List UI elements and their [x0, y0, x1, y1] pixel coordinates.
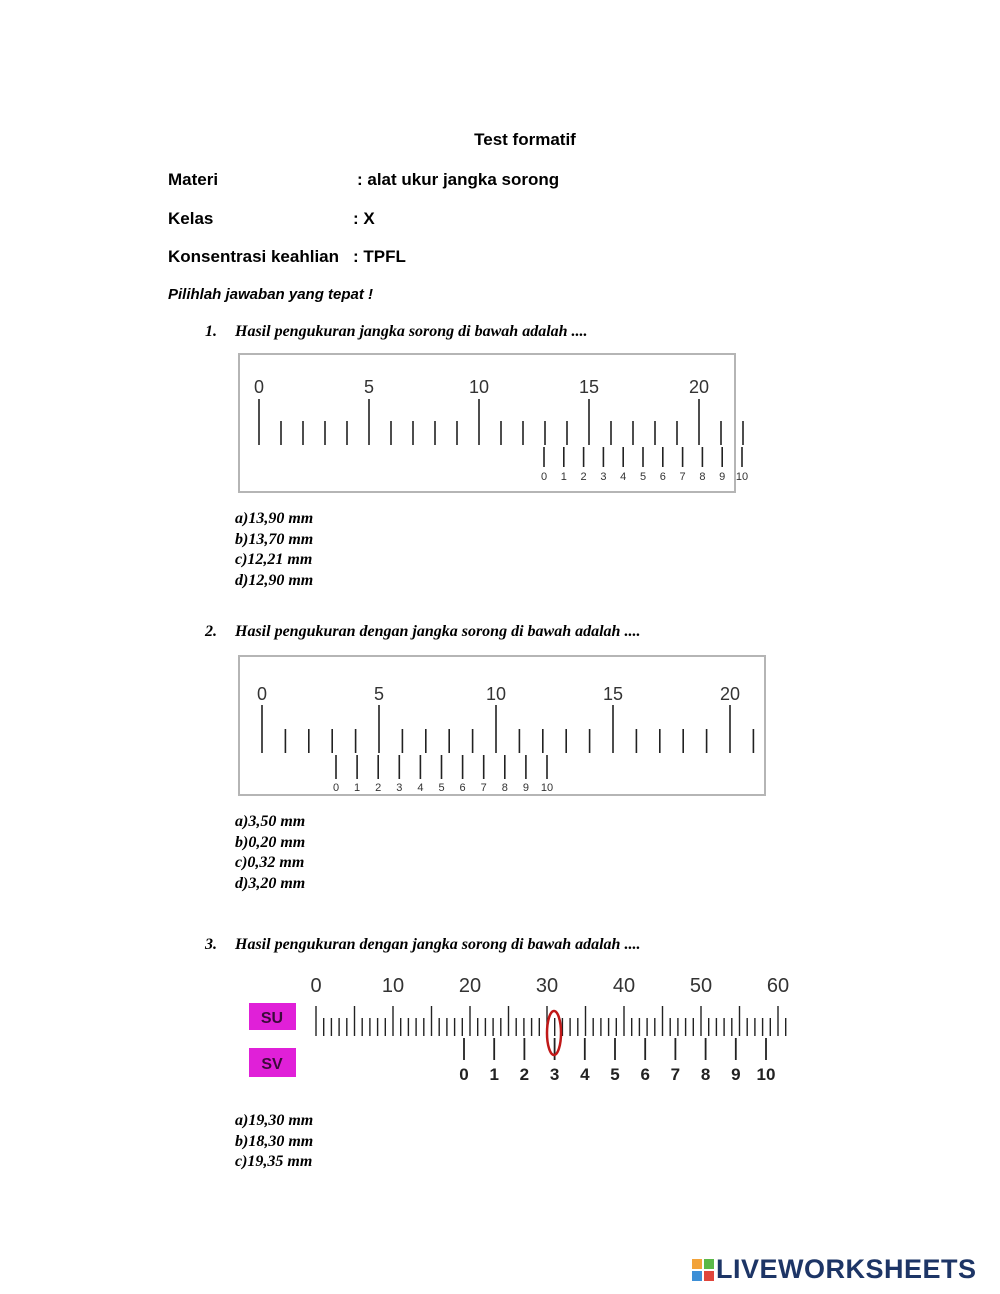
main-scale-label: 5: [363, 377, 375, 397]
vernier-scale-label: 3: [549, 1065, 560, 1084]
option-a[interactable]: a)13,90 mm: [235, 510, 314, 527]
vernier-scale-label: 4: [620, 471, 627, 483]
option-d[interactable]: d)3,20 mm: [235, 874, 306, 892]
instruction: Pilihlah jawaban yang tepat !: [168, 286, 374, 303]
options-2: [235, 812, 305, 894]
vernier-scale-label: 8: [700, 1065, 711, 1084]
su-label: SU: [260, 1010, 284, 1027]
option-b[interactable]: b)0,20 mm: [235, 833, 306, 851]
option-c[interactable]: c)0,32 mm: [235, 854, 305, 871]
options-3: [235, 1111, 313, 1173]
vernier-scale-label: 9: [522, 782, 529, 794]
main-scale-label: 10: [381, 975, 405, 997]
liveworksheets-logo: [692, 1254, 977, 1285]
vernier-scale-label: 7: [480, 782, 487, 794]
vernier-scale-label: 6: [659, 471, 666, 483]
vernier-scale-label: 3: [600, 471, 607, 483]
main-scale-label: 15: [602, 684, 624, 704]
vernier-scale-label: 1: [354, 782, 361, 794]
main-scale-label: 15: [578, 377, 600, 397]
main-scale-label: 10: [468, 377, 490, 397]
kelas-label: Kelas: [168, 209, 214, 228]
vernier-scale-label: 7: [679, 471, 686, 483]
vernier-scale-label: 0: [540, 471, 548, 483]
main-scale-label: 30: [535, 975, 559, 997]
page-title: Test formatif: [474, 130, 576, 149]
kelas-value: : X: [353, 209, 375, 228]
vernier-scale-label: 1: [489, 1065, 499, 1084]
caliper-figure-3: [240, 966, 800, 1090]
vernier-scale-label: 1: [560, 471, 567, 483]
liveworksheets-icon: [692, 1259, 714, 1281]
vernier-scale-label: 8: [501, 782, 508, 794]
main-scale-label: 50: [689, 975, 713, 997]
vernier-scale-label: 3: [396, 782, 403, 794]
vernier-scale-label: 4: [580, 1065, 590, 1084]
vernier-scale-label: 5: [639, 471, 647, 483]
question-number: 3.: [205, 936, 217, 953]
vernier-scale-label: 4: [417, 782, 424, 794]
main-scale-label: 5: [373, 684, 385, 704]
konsentrasi-value: : TPFL: [353, 247, 406, 266]
vernier-scale-label: 2: [519, 1065, 530, 1084]
vernier-scale-label: 10: [735, 471, 749, 483]
vernier-scale-label: 10: [540, 782, 554, 794]
materi-label: Materi: [168, 170, 219, 189]
materi-value: : alat ukur jangka sorong: [357, 170, 560, 189]
main-scale-label: 40: [612, 975, 636, 997]
question-1: [205, 323, 588, 341]
sv-label: SV: [261, 1056, 283, 1073]
main-scale-label: 0: [310, 975, 322, 997]
vernier-scale-label: 10: [756, 1065, 776, 1084]
option-d[interactable]: d)12,90 mm: [235, 571, 314, 589]
question-3: [205, 936, 640, 954]
caliper-figure-2: [238, 655, 768, 798]
option-b[interactable]: b)13,70 mm: [235, 530, 314, 548]
option-a[interactable]: a)3,50 mm: [235, 813, 306, 830]
brand-name: LIVEWORKSHEETS: [716, 1254, 977, 1284]
vernier-scale-label: 0: [332, 782, 340, 794]
caliper-figure-1: [238, 353, 758, 495]
main-scale-label: 0: [253, 377, 265, 397]
option-c[interactable]: c)19,35 mm: [235, 1153, 313, 1170]
question-number: 2.: [205, 623, 217, 640]
vernier-scale-label: 6: [459, 782, 466, 794]
vernier-scale-label: 0: [459, 1065, 469, 1084]
option-b[interactable]: b)18,30 mm: [235, 1132, 314, 1150]
question-text: Hasil pengukuran dengan jangka sorong di bawah adalah ....: [235, 936, 641, 953]
question-number: 1.: [205, 323, 217, 340]
vernier-scale-label: 2: [375, 782, 382, 794]
option-a[interactable]: a)19,30 mm: [235, 1112, 314, 1129]
vernier-scale-label: 9: [731, 1065, 741, 1084]
vernier-scale-label: 9: [719, 471, 726, 483]
question-text: Hasil pengukuran jangka sorong di bawah adalah ....: [235, 323, 588, 340]
main-scale-label: 20: [688, 377, 710, 397]
main-scale-label: 0: [256, 684, 268, 704]
vernier-scale-label: 7: [670, 1065, 681, 1084]
question-2: [205, 623, 640, 641]
vernier-scale-label: 6: [640, 1065, 650, 1084]
vernier-scale-label: 8: [699, 471, 706, 483]
figure-frame: [239, 656, 765, 795]
main-scale-label: 10: [485, 684, 507, 704]
main-scale-label: 60: [766, 975, 790, 997]
question-text: Hasil pengukuran dengan jangka sorong di bawah adalah ....: [235, 623, 641, 640]
vernier-scale-label: 5: [610, 1065, 620, 1084]
vernier-scale-label: 2: [580, 471, 587, 483]
main-scale-label: 20: [719, 684, 741, 704]
konsentrasi-label: Konsentrasi keahlian: [168, 247, 340, 266]
options-1: [235, 509, 313, 591]
main-scale-label: 20: [458, 975, 482, 997]
option-c[interactable]: c)12,21 mm: [235, 551, 313, 568]
vernier-scale-label: 5: [438, 782, 445, 794]
